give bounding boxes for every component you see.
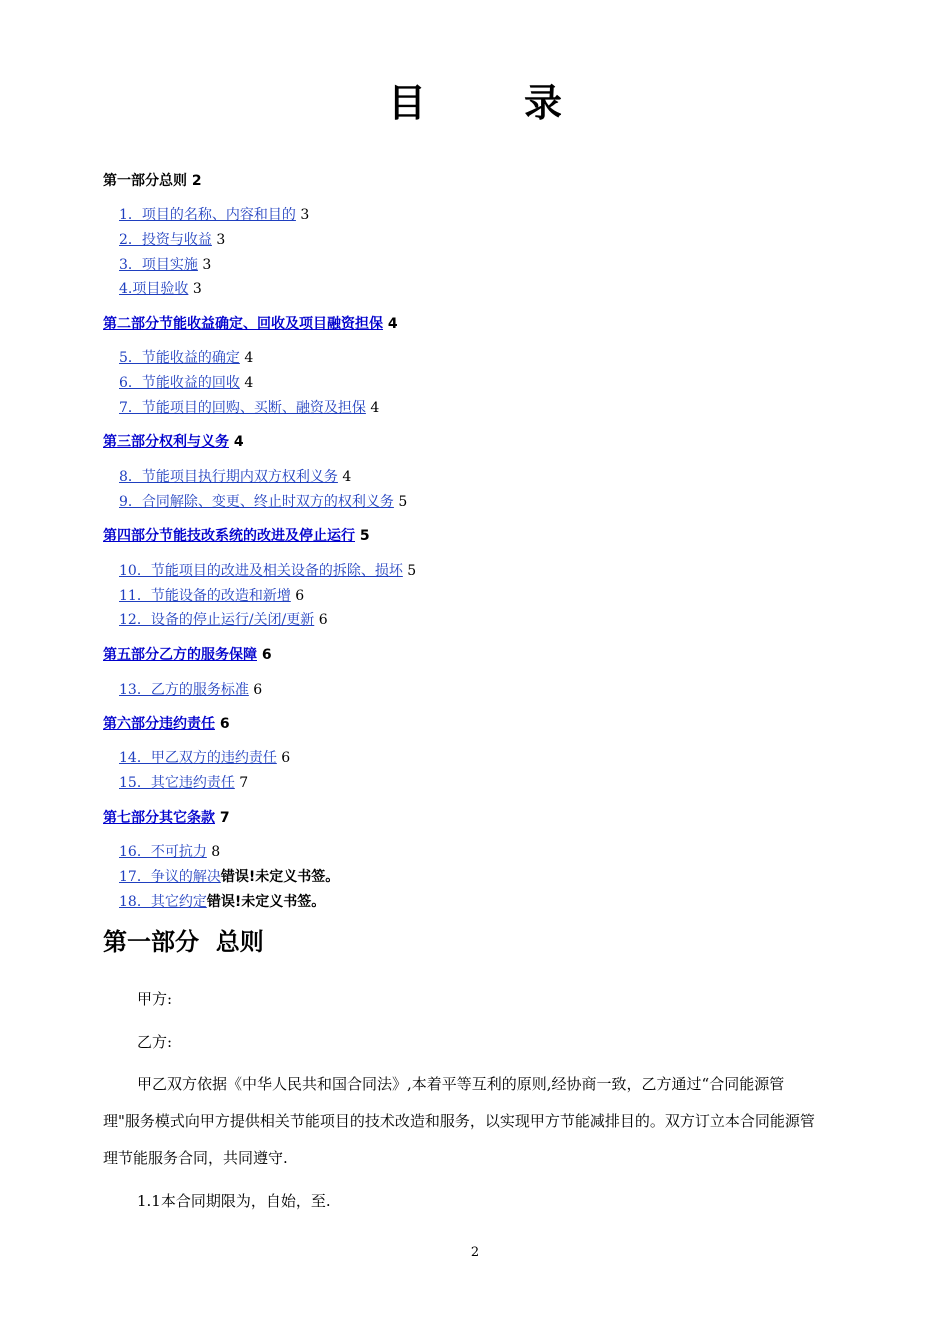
toc-page-number: 5 [407,563,417,579]
toc-part-link[interactable]: 第六部分违约责任 [103,716,215,732]
toc-item-13[interactable] [119,679,262,699]
toc-item-link[interactable]: 3．项目实施 [119,257,198,273]
toc-page-number: 8 [211,844,221,860]
toc-part-link[interactable]: 第七部分其它条款 [103,810,215,826]
toc-item-5[interactable] [119,347,253,367]
toc-page-number: 7 [239,775,249,791]
toc-part-link[interactable]: 第三部分权利与义务 [103,434,229,450]
toc-part-6[interactable] [103,713,230,733]
toc-part-5[interactable] [103,644,272,664]
toc-item-link[interactable]: 6．节能收益的回收 [119,375,240,391]
toc-item-link[interactable]: 2．投资与收益 [119,232,212,248]
toc-item-link[interactable]: 9．合同解除、变更、终止时双方的权利义务 [119,494,394,510]
toc-item-3[interactable] [119,254,211,274]
toc-item-link[interactable]: 4.项目验收 [119,281,189,297]
toc-page-number: 3 [216,232,226,248]
toc-item-11[interactable] [119,585,304,605]
toc-page-number: 3 [192,281,202,297]
toc-item-link[interactable]: 5．节能收益的确定 [119,350,240,366]
toc-page-number: 6 [318,612,328,628]
toc-error-text: 错误!未定义书签。 [206,894,326,910]
toc-item-9[interactable] [119,491,407,511]
section-heading: 第一部分 总则 [103,928,264,956]
toc-page-number: 4 [244,375,254,391]
toc-item-link[interactable]: 15．其它违约责任 [119,775,235,791]
toc-item-8[interactable] [119,466,351,486]
toc-item-link[interactable]: 14．甲乙双方的违约责任 [119,750,277,766]
toc-error-text: 错误!未定义书签。 [220,869,340,885]
toc-part-2[interactable] [103,313,398,333]
toc-item-link[interactable]: 12．设备的停止运行/关闭/更新 [119,612,315,628]
toc-page-number: 3 [300,207,310,223]
toc-item-6[interactable] [119,372,253,392]
toc-item-2[interactable] [119,229,225,249]
toc-part-7[interactable] [103,807,230,827]
toc-page-number: 6 [219,716,230,732]
toc-page-number: 3 [202,257,212,273]
toc-item-link[interactable]: 7．节能项目的回购、买断、融资及担保 [119,400,366,416]
toc-item-4[interactable] [119,278,202,298]
toc-part-link[interactable]: 第五部分乙方的服务保障 [103,647,257,663]
toc-page-number: 6 [261,647,272,663]
party-a-line: 甲方: [137,990,173,1008]
toc-page-number: 4 [387,316,398,332]
toc-item-link[interactable]: 10．节能项目的改进及相关设备的拆除、损坏 [119,563,403,579]
toc-item-18[interactable] [119,891,325,911]
toc-item-14[interactable] [119,747,290,767]
toc-page-number: 2 [191,173,202,189]
toc-page-number: 6 [281,750,291,766]
toc-item-link[interactable]: 1．项目的名称、内容和目的 [119,207,296,223]
toc-part-3[interactable] [103,431,244,451]
toc-item-15[interactable] [119,772,248,792]
toc-page-number: 4 [342,469,352,485]
toc-page-number: 4 [244,350,254,366]
toc-part-4[interactable] [103,525,370,545]
toc-item-link[interactable]: 16．不可抗力 [119,844,207,860]
toc-page-number: 4 [370,400,380,416]
toc-item-17[interactable] [119,866,339,886]
party-b-line: 乙方: [137,1033,173,1051]
toc-title: 目 录 [387,81,592,125]
toc-item-link[interactable]: 13．乙方的服务标准 [119,682,249,698]
toc-item-10[interactable] [119,560,416,580]
toc-item-7[interactable] [119,397,379,417]
toc-item-link[interactable]: 17．争议的解决 [119,869,221,885]
toc-page-number: 6 [295,588,305,604]
toc-item-1[interactable] [119,204,309,224]
toc-page-number: 4 [233,434,244,450]
toc-part-label: 第一部分总则 [103,173,187,189]
toc-part-link[interactable]: 第二部分节能收益确定、回收及项目融资担保 [103,316,383,332]
page-number: 2 [470,1245,480,1260]
toc-item-link[interactable]: 18．其它约定 [119,894,207,910]
toc-item-link[interactable]: 8．节能项目执行期内双方权利义务 [119,469,338,485]
toc-page-number: 6 [253,682,263,698]
intro-paragraph: 甲乙双方依据《中华人民共和国合同法》,本着平等互利的原则,经协商一致，乙方通过“合同能源管理"服务模式向甲方提供相关节能项目的技术改造和服务，以实现甲方节能减排目的。双方订立本合同能源管理节能服务合同，共同遵守. [103,1075,815,1167]
toc-item-16[interactable] [119,841,220,861]
toc-part-1[interactable] [103,170,202,190]
toc-page-number: 5 [359,528,370,544]
toc-item-link[interactable]: 11．节能设备的改造和新增 [119,588,291,604]
toc-part-link[interactable]: 第四部分节能技改系统的改进及停止运行 [103,528,355,544]
toc-page-number: 7 [219,810,230,826]
term-clause: 1.1本合同期限为，自始，至. [137,1192,331,1210]
toc-page-number: 5 [398,494,408,510]
toc-item-12[interactable] [119,609,328,629]
